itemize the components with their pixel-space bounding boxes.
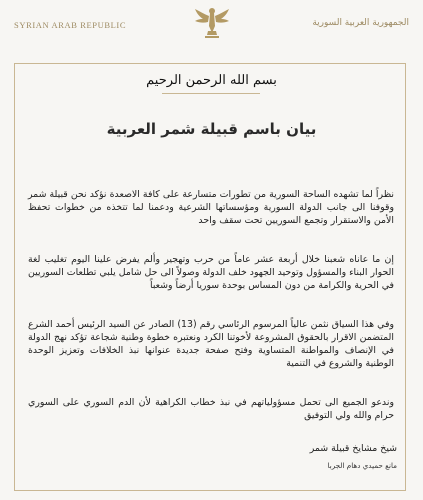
country-name-english: SYRIAN ARAB REPUBLIC: [14, 20, 127, 30]
letterhead: [0, 0, 423, 62]
signatory-name: مانع حميدي دهام الجربا: [327, 461, 397, 470]
signature-title: شيخ مشايخ قبيلة شمر: [309, 443, 397, 454]
statement-paragraph-3: وفي هذا السياق نثمن عالياً المرسوم الرئاسي رقم (13) الصادر عن السيد الرئيس أحمد الشرع المتضمن الاقرار بالحقوق المشروعة لأخوتنا الكرد ونعتبره خطوة وطنية شجاعة تؤكد نهج الدولة في الإنصاف والمواطنة المتساوية وفتح صفحة جديدة عنوانها نبذ الخلافات وتعزيز الوحدة الوطنية والشروع في التنمية: [28, 319, 394, 370]
eagle-emblem-icon: [193, 6, 231, 40]
country-name-arabic: الجمهورية العربية السورية: [312, 18, 409, 28]
basmala-calligraphy: بسم الله الرحمن الرحيم: [146, 73, 277, 88]
statement-paragraph-4: وندعو الجميع الى تحمل مسؤولياتهم في نبذ خطاب الكراهية لأن الدم السوري على السوري حرام والله ولي التوفيق: [28, 397, 394, 422]
statement-paragraph-1: نظراً لما تشهده الساحة السورية من تطورات متسارعة على كافة الاصعدة نؤكد نحن قبيلة شمر وقوفنا الى جانب الدولة السورية ومؤسساتها الشرعية ودعمنا لما تتخذه من خطوات تحفظ الأمن والاستقرار وتجمع السوريين تحت سقف واحد: [28, 189, 394, 227]
statement-title: بيان باسم قبيلة شمر العربية: [106, 120, 317, 138]
basmala-underline: [162, 93, 260, 94]
statement-paragraph-2: إن ما عاناه شعبنا خلال أربعة عشر عاماً من حرب وتهجير وألم يفرض علينا اليوم تغليب لغة الحوار البناء والمسؤول وتوحيد الجهود خلف الدولة وصولاً الى حل شامل يلبي تطلعات السوريين في الحرية والكرامة من دون المساس بوحدة سوريا أرضاً وشعباً: [28, 254, 394, 292]
